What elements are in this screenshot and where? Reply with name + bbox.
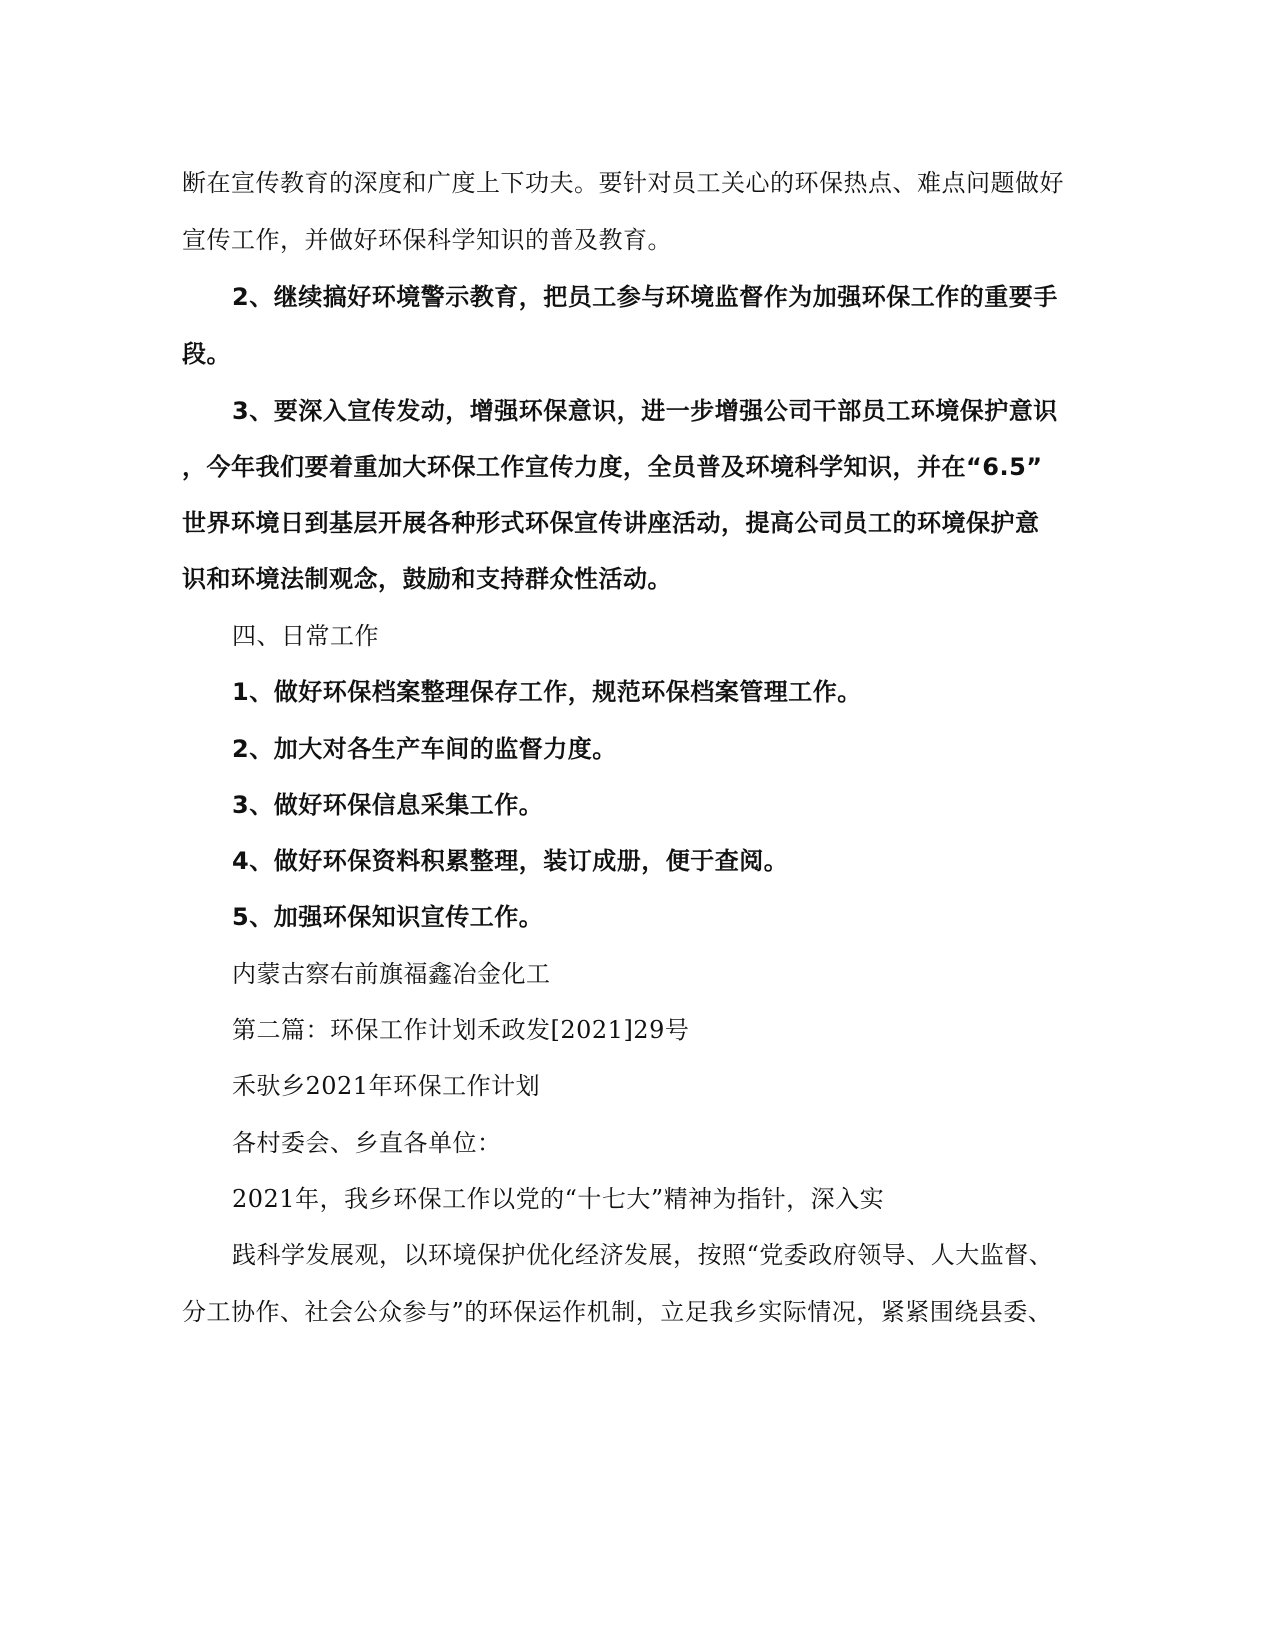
text-line: 宣传工作，并做好环保科学知识的普及教育。 xyxy=(182,226,672,254)
text-line: 践科学发展观，以环境保护优化经济发展，按照“党委政府领导、人大监督、 xyxy=(232,1241,1054,1269)
section-heading: 四、日常工作 xyxy=(232,622,379,650)
text-line: 段。 xyxy=(182,340,231,368)
text-line: ，今年我们要着重加大环保工作宣传力度，全员普及环境科学知识，并在“6.5” xyxy=(182,453,1043,481)
plan-title: 禾驮乡2021年环保工作计划 xyxy=(232,1072,541,1100)
chapter-title: 第二篇：环保工作计划禾政发[2021]29号 xyxy=(232,1016,690,1044)
text-line: 分工协作、社会公众参与”的环保运作机制，立足我乡实际情况，紧紧围绕县委、 xyxy=(182,1298,1053,1326)
list-item: 4、做好环保资料积累整理，装订成册，便于查阅。 xyxy=(232,847,789,875)
text-line: 识和环境法制观念，鼓励和支持群众性活动。 xyxy=(182,565,672,593)
text-line: 2、继续搞好环境警示教育，把员工参与环境监督作为加强环保工作的重要手 xyxy=(232,283,1058,311)
list-item: 5、加强环保知识宣传工作。 xyxy=(232,903,544,931)
organization-name: 内蒙古察右前旗福鑫冶金化工 xyxy=(232,960,551,988)
list-item: 2、加大对各生产车间的监督力度。 xyxy=(232,735,617,763)
text-line: 断在宣传教育的深度和广度上下功夫。要针对员工关心的环保热点、难点问题做好 xyxy=(182,169,1064,197)
salutation: 各村委会、乡直各单位： xyxy=(232,1129,502,1157)
list-item: 3、做好环保信息采集工作。 xyxy=(232,791,544,819)
list-item: 1、做好环保档案整理保存工作，规范环保档案管理工作。 xyxy=(232,678,862,706)
text-line: 3、要深入宣传发动，增强环保意识，进一步增强公司干部员工环境保护意识 xyxy=(232,397,1058,425)
text-line: 2021年，我乡环保工作以党的“十七大”精神为指针，深入实 xyxy=(232,1185,885,1213)
text-line: 世界环境日到基层开展各种形式环保宣传讲座活动，提高公司员工的环境保护意 xyxy=(182,509,1040,537)
